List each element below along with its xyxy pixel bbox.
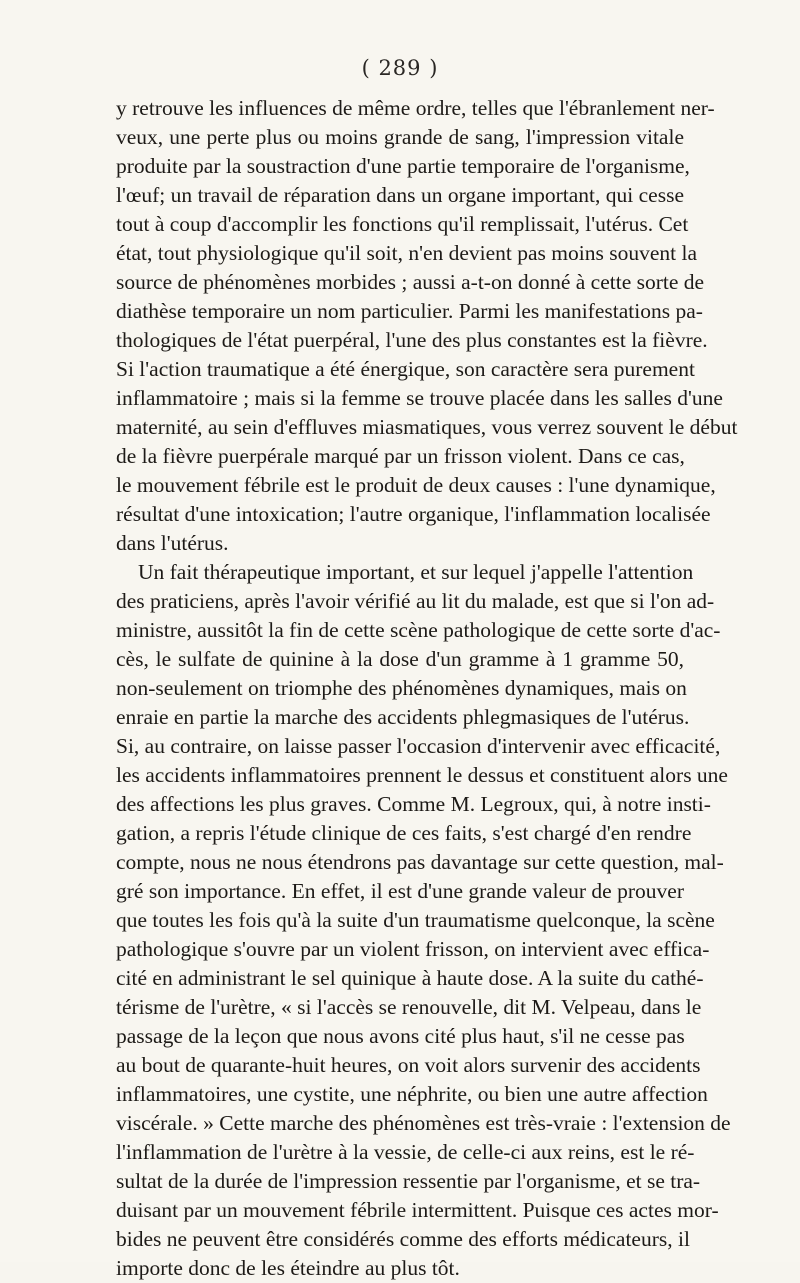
text-line: Si, au contraire, on laisse passer l'occasion d'intervenir avec efficacité, <box>116 734 721 758</box>
text-line: inflammatoire ; mais si la femme se trouve placée dans les salles d'une <box>116 386 723 410</box>
text-line: cité en administrant le sel quinique à haute dose. A la suite du cathé- <box>116 966 704 990</box>
text-line: passage de la leçon que nous avons cité plus haut, s'il ne cesse pas <box>116 1024 685 1048</box>
text-line: des affections les plus graves. Comme M. Legroux, qui, à notre insti- <box>116 792 711 816</box>
text-line: l'inflammation de l'urètre à la vessie, de celle-ci aux reins, est le ré- <box>116 1140 695 1164</box>
text-line: y retrouve les influences de même ordre, telles que l'ébranlement ner- <box>116 96 715 120</box>
text-line: cès, le sulfate de quinine à la dose d'un gramme à 1 gramme 50, <box>116 647 684 671</box>
text-line: état, tout physiologique qu'il soit, n'en devient pas moins souvent la <box>116 241 698 265</box>
text-line: que toutes les fois qu'à la suite d'un traumatisme quelconque, la scène <box>116 908 715 932</box>
text-line: résultat d'une intoxication; l'autre organique, l'inflammation localisée <box>116 502 711 526</box>
text-line: viscérale. » Cette marche des phénomènes est très-vraie : l'extension de <box>116 1111 731 1135</box>
text-line: l'œuf; un travail de réparation dans un organe important, qui cesse <box>116 183 684 207</box>
paragraph <box>116 558 731 1283</box>
text-line: enraie en partie la marche des accidents phlegmasiques de l'utérus. <box>116 705 690 729</box>
body-text <box>116 94 738 1283</box>
text-line: Un fait thérapeutique important, et sur lequel j'appelle l'attention <box>138 560 694 584</box>
text-line: importe donc de les éteindre au plus tôt. <box>116 1256 460 1280</box>
page-number: ( 289 ) <box>361 56 439 80</box>
text-line: duisant par un mouvement fébrile intermittent. Puisque ces actes mor- <box>116 1198 719 1222</box>
text-line: veux, une perte plus ou moins grande de sang, l'impression vitale <box>116 125 684 149</box>
text-line: gré son importance. En effet, il est d'une grande valeur de prouver <box>116 879 684 903</box>
text-line: des praticiens, après l'avoir vérifié au lit du malade, est que si l'on ad- <box>116 589 715 613</box>
text-line: compte, nous ne nous étendrons pas davantage sur cette question, mal- <box>116 850 724 874</box>
text-line: maternité, au sein d'effluves miasmatiques, vous verrez souvent le début <box>116 415 738 439</box>
text-line: Si l'action traumatique a été énergique, son caractère sera purement <box>116 357 695 381</box>
text-line: térisme de l'urètre, « si l'accès se renouvelle, dit M. Velpeau, dans le <box>116 995 702 1019</box>
text-line: thologiques de l'état puerpéral, l'une des plus constantes est la fièvre. <box>116 328 708 352</box>
paragraph <box>116 94 738 558</box>
text-line: tout à coup d'accomplir les fonctions qu'il remplissait, l'utérus. Cet <box>116 212 689 236</box>
text-line: gation, a repris l'étude clinique de ces faits, s'est chargé d'en rendre <box>116 821 692 845</box>
text-line: dans l'utérus. <box>116 531 229 555</box>
text-line: sultat de la durée de l'impression ressentie par l'organisme, et se tra- <box>116 1169 701 1193</box>
text-line: source de phénomènes morbides ; aussi a-t-on donné à cette sorte de <box>116 270 705 294</box>
text-line: ministre, aussitôt la fin de cette scène pathologique de cette sorte d'ac- <box>116 618 721 642</box>
text-line: bides ne peuvent être considérés comme des efforts médicateurs, il <box>116 1227 690 1251</box>
text-line: diathèse temporaire un nom particulier. Parmi les manifestations pa- <box>116 299 703 323</box>
text-line: au bout de quarante-huit heures, on voit alors survenir des accidents <box>116 1053 701 1077</box>
text-line: produite par la soustraction d'une partie temporaire de l'organisme, <box>116 154 690 178</box>
text-line: non-seulement on triomphe des phénomènes dynamiques, mais on <box>116 676 687 700</box>
text-line: de la fièvre puerpérale marqué par un frisson violent. Dans ce cas, <box>116 444 685 468</box>
text-line: le mouvement fébrile est le produit de deux causes : l'une dynamique, <box>116 473 716 497</box>
text-line: pathologique s'ouvre par un violent frisson, on intervient avec effica- <box>116 937 710 961</box>
text-line: les accidents inflammatoires prennent le dessus et constituent alors une <box>116 763 728 787</box>
text-line: inflammatoires, une cystite, une néphrite, ou bien une autre affection <box>116 1082 708 1106</box>
